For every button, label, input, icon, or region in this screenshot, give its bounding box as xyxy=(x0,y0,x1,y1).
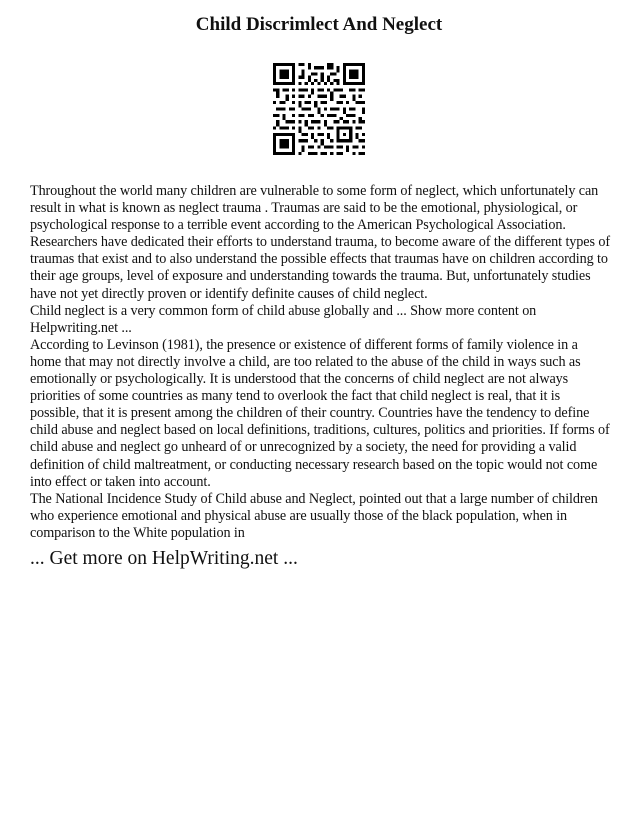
get-more-link[interactable]: ... Get more on HelpWriting.net ... xyxy=(30,548,298,569)
qr-code-icon xyxy=(273,63,365,155)
document-title: Child Discrimlect And Neglect xyxy=(195,14,443,35)
paragraph-incidence-study: The National Incidence Study of Child abuse and Neglect, pointed out that a large number of children who experience emotional and physical abuse are usually those of the black population, when in comparison to the White population in xyxy=(30,490,598,541)
document-body xyxy=(30,183,612,542)
paragraph-intro: Throughout the world many children are vulnerable to some form of neglect, which unfortunately can result in what is known as neglect trauma . Traumas are said to be the emotional, physiological, or psychological response to a terrible event according to the American Psychological Association. Researchers have dedicated their efforts to understand trauma, to become aware of the different types of traumas that exist and to also understand the possible effects that traumas have on children according to their age groups, level of exposure and understanding towards the trauma. But, unfortunately studies have not yet directly proven or identify definite causes of child neglect. xyxy=(30,183,610,302)
paragraph-show-more: Child neglect is a very common form of child abuse globally and ... Show more content on Helpwriting.net ... xyxy=(30,302,537,336)
paragraph-levinson: According to Levinson (1981), the presence or existence of different forms of family violence in a home that may not directly involve a child, are too related to the abuse of the child in ways such as emotionally or psychologically. It is understood that the concerns of child neglect are not always priorities of some countries as many tend to overlook the fact that child neglect is real, that it is possible, that it is present among the children of their country. Countries have the tendency to define child abuse and neglect based on local definitions, traditions, cultures, politics and priorities. If forms of child abuse and neglect go unheard of or unrecognized by a society, the need for providing a valid definition of child maltreatment, or conducting necessary research based on the topic would not come into effect or taken into account. xyxy=(30,336,610,490)
